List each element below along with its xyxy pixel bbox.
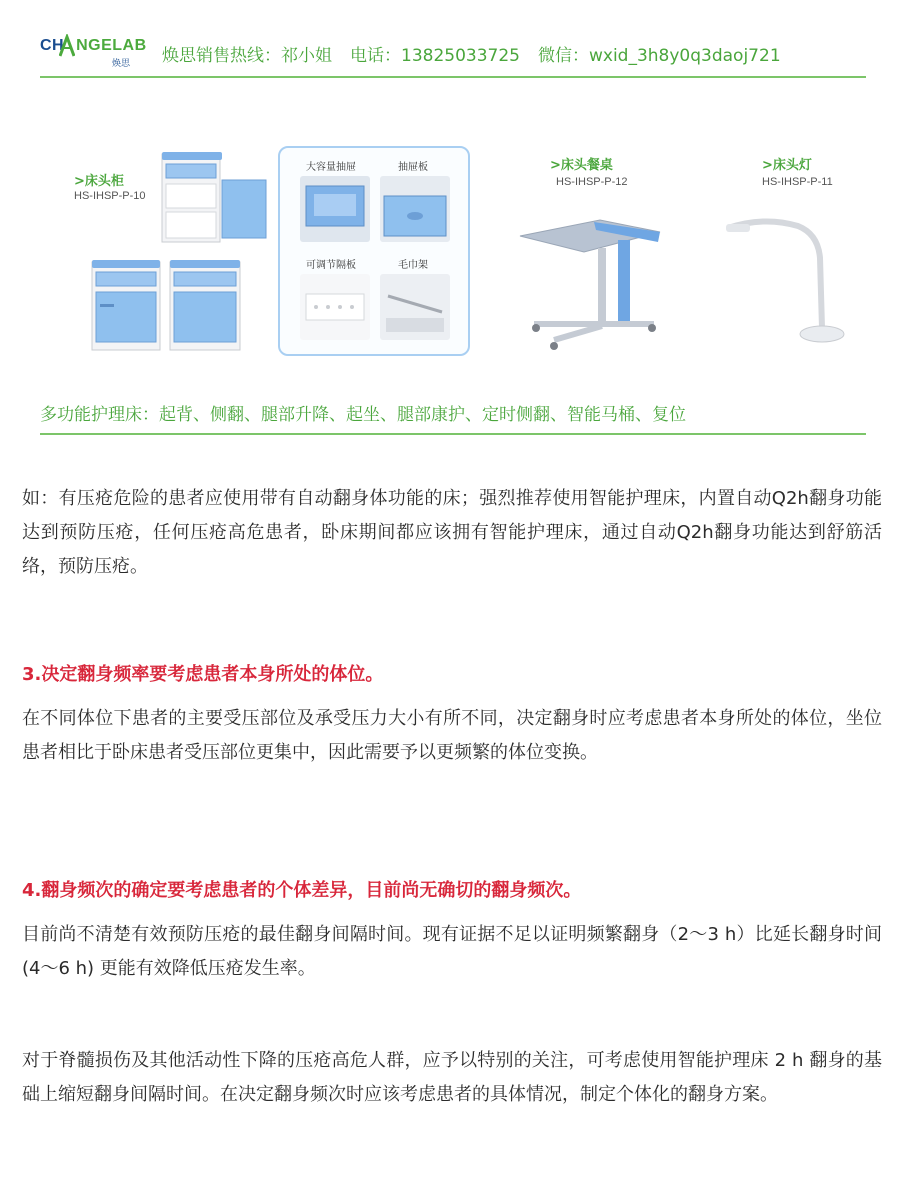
logo-subtitle: 焕思 bbox=[112, 59, 131, 69]
paragraph-4: 目前尚不清楚有效预防压疮的最佳翻身间隔时间。现有证据不足以证明频繁翻身（2～3 h）比延长翻身时间 (4～6 h) 更能有效降低压疮发生率。 bbox=[22, 924, 882, 979]
logo-wordmark bbox=[40, 37, 147, 55]
cabinet-open-image bbox=[160, 150, 270, 246]
contact-bar bbox=[162, 41, 781, 66]
logo-text-a: CH bbox=[40, 37, 65, 54]
logo-a-mark-icon bbox=[59, 34, 75, 58]
heading-3: 3.决定翻身频率要考虑患者本身所处的体位。 bbox=[22, 664, 384, 685]
logo-text-b: NGELAB bbox=[76, 37, 147, 54]
bedside-table-image bbox=[514, 200, 664, 358]
lamp-code: HS-IHSP-P-11 bbox=[762, 176, 833, 188]
phone-number[interactable]: 电话：13825033725 bbox=[350, 45, 520, 66]
label-drawer-board: 抽屉板 bbox=[398, 162, 428, 173]
bedside-lamp-image bbox=[724, 210, 848, 354]
cabinet-front-image bbox=[90, 258, 162, 354]
cabinet-code: HS-IHSP-P-10 bbox=[74, 190, 146, 202]
large-drawer-image bbox=[300, 176, 370, 242]
cabinet-side-image bbox=[168, 258, 246, 354]
header-divider bbox=[40, 76, 866, 78]
cabinet-detail-box bbox=[278, 146, 470, 356]
intro-paragraph: 如：有压疮危险的患者应使用带有自动翻身体功能的床；强烈推荐使用智能护理床，内置自动Q2h翻身功能达到预防压疮，任何压疮高危患者，卧床期间都应该拥有智能护理床，通过自动Q2h翻身功能达到舒筋活络，预防压疮。 bbox=[22, 488, 882, 577]
towel-rack-image bbox=[380, 274, 450, 340]
paragraph-3: 在不同体位下患者的主要受压部位及承受压力大小有所不同，决定翻身时应考虑患者本身所处的体位，坐位患者相比于卧床患者受压部位更集中，因此需要予以更频繁的体位变换。 bbox=[22, 708, 882, 763]
changelab-logo bbox=[40, 33, 156, 73]
table-title: >床头餐桌 bbox=[550, 158, 613, 173]
heading-4: 4.翻身频次的确定要考虑患者的个体差异，目前尚无确切的翻身频次。 bbox=[22, 880, 582, 901]
adjustable-shelf-image bbox=[300, 274, 370, 340]
lamp-title: >床头灯 bbox=[762, 158, 812, 173]
label-towel-rack: 毛巾架 bbox=[398, 260, 428, 271]
feature-line: 多功能护理床：起背、侧翻、腿部升降、起坐、腿部康护、定时侧翻、智能马桶、复位 bbox=[40, 405, 686, 425]
product-panel bbox=[40, 90, 866, 390]
label-large-drawer: 大容量抽屉 bbox=[306, 162, 356, 173]
header bbox=[40, 32, 866, 74]
sales-hotline: 焕思销售热线：祁小姐 bbox=[162, 45, 332, 66]
wechat-id[interactable]: 微信：wxid_3h8y0q3daoj721 bbox=[537, 45, 781, 66]
label-adjustable-shelf: 可调节隔板 bbox=[306, 260, 356, 271]
cabinet-title: >床头柜 bbox=[74, 174, 124, 189]
paragraph-5: 对于脊髓损伤及其他活动性下降的压疮高危人群，应予以特别的关注，可考虑使用智能护理床 2 h 翻身的基础上缩短翻身间隔时间。在决定翻身频次时应该考虑患者的具体情况，制定个体化的翻身方案。 bbox=[22, 1050, 882, 1105]
table-code: HS-IHSP-P-12 bbox=[556, 176, 628, 188]
feature-divider bbox=[40, 433, 866, 435]
drawer-board-image bbox=[380, 176, 450, 242]
